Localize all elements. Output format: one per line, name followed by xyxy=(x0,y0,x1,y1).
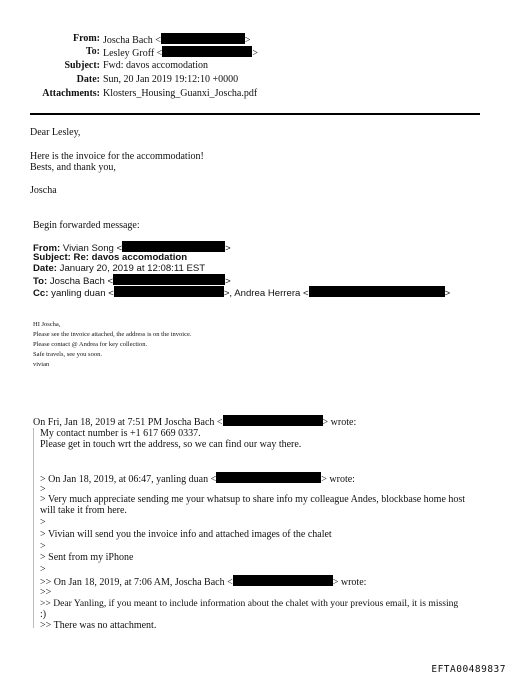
close-bracket: > xyxy=(244,35,251,46)
to-value: Lesley Groff < xyxy=(103,48,163,59)
from-label: From: xyxy=(72,33,100,44)
body-line-2: Bests, and thank you, xyxy=(30,162,116,173)
date-value: Sun, 20 Jan 2019 19:12:10 +0000 xyxy=(103,74,239,85)
quote-1-head-text: On Fri, Jan 18, 2019 at 7:51 PM Joscha Bach < xyxy=(33,417,223,428)
fwd-cc-label: Cc: xyxy=(33,288,49,299)
from-value: Joscha Bach < xyxy=(103,35,161,46)
fwd-cc-mid: >, Andrea Herrera < xyxy=(223,288,309,299)
quote-2-line-1: > Very much appreciate sending me your whatsup to share info my colleague Andes, blockbase home host xyxy=(40,494,466,505)
vivian-line-5: vivian xyxy=(33,361,50,368)
quote-1-line-1: My contact number is +1 617 669 0337. xyxy=(40,428,201,439)
close-bracket: > xyxy=(444,288,451,299)
vivian-line-2: Please see the invoice attached, the address is on the invoice. xyxy=(33,331,192,338)
quote-3-line-1b: :) xyxy=(40,609,47,620)
bates-number: EFTA00489837 xyxy=(431,664,506,675)
quote-gt: > xyxy=(40,541,46,552)
quote-gt: > xyxy=(40,517,46,528)
quote-2-line-2: > Vivian will send you the invoice info and attached images of the chalet xyxy=(40,529,332,540)
forward-intro: Begin forwarded message: xyxy=(33,220,140,231)
close-bracket: > xyxy=(225,243,231,254)
signature: Joscha xyxy=(30,185,57,196)
vivian-line-3: Please contact @ Andrea for key collection. xyxy=(33,341,148,348)
fwd-to-label: To: xyxy=(33,276,48,287)
quote-3-header xyxy=(40,575,366,589)
body-line-1: Here is the invoice for the accommodation! xyxy=(30,151,204,162)
attachments-value: Klosters_Housing_Guanxi_Joscha.pdf xyxy=(103,88,258,99)
quote-2-line-1b: will take it from here. xyxy=(40,505,127,516)
quote-1-wrote: > wrote: xyxy=(322,417,357,428)
fwd-subject-label: Subject: xyxy=(33,252,71,263)
quote-1-line-2: Please get in touch wrt the address, so we can find our way there. xyxy=(40,439,302,450)
vivian-line-4: Safe travels, see you soon. xyxy=(33,351,102,358)
redaction-bar xyxy=(216,472,321,483)
attachments-label: Attachments: xyxy=(42,88,100,99)
redaction-bar xyxy=(113,274,225,285)
vivian-line-1: HI Joscha, xyxy=(33,321,61,328)
subject-value: Fwd: davos accomodation xyxy=(103,60,208,71)
quote-3-line-2: >> There was no attachment. xyxy=(40,620,157,631)
fwd-cc-line xyxy=(33,286,450,299)
quote-2-wrote: > wrote: xyxy=(321,474,355,485)
fwd-subject-value: Re: davos accomodation xyxy=(73,252,188,263)
to-label: To: xyxy=(85,46,100,57)
quote-bar xyxy=(33,428,34,628)
fwd-date-value: January 20, 2019 at 12:08:11 EST xyxy=(59,263,206,274)
redaction-bar xyxy=(223,415,323,426)
redaction-bar xyxy=(161,33,245,44)
fwd-cc-value: yanling duan < xyxy=(51,288,114,299)
fwd-date-line xyxy=(33,263,205,274)
quote-2-header xyxy=(40,472,355,486)
fwd-from-label: From: xyxy=(33,243,61,254)
quote-3-head-text: >> On Jan 18, 2019, at 7:06 AM, Joscha Bach < xyxy=(40,577,233,588)
fwd-subject-line xyxy=(33,252,187,263)
quote-gt: > xyxy=(40,484,46,495)
redaction-bar xyxy=(122,241,225,252)
subject-label: Subject: xyxy=(64,60,100,71)
quote-3-line-1: >> Dear Yanling, if you meant to include information about the chalet with your previous email, it is missing xyxy=(40,598,459,609)
close-bracket: > xyxy=(225,276,231,287)
close-bracket: > xyxy=(252,48,258,59)
redaction-bar xyxy=(114,286,224,297)
quote-2-head-text: > On Jan 18, 2019, at 06:47, yanling duan < xyxy=(40,474,217,485)
redaction-bar xyxy=(309,286,445,297)
date-label: Date: xyxy=(76,74,100,85)
header-divider xyxy=(30,113,480,115)
fwd-to-value: Joscha Bach < xyxy=(49,276,114,287)
quote-gtgt: >> xyxy=(40,587,52,598)
fwd-date-label: Date: xyxy=(33,263,57,274)
quote-3-wrote: > wrote: xyxy=(332,577,367,588)
quote-2-line-3: > Sent from my iPhone xyxy=(40,552,134,563)
quote-gt: > xyxy=(40,564,46,575)
fwd-from-value: Vivian Song < xyxy=(62,243,123,254)
quote-1-header xyxy=(33,415,356,429)
redaction-bar xyxy=(162,46,252,57)
greeting: Dear Lesley, xyxy=(30,127,81,138)
redaction-bar xyxy=(233,575,333,586)
